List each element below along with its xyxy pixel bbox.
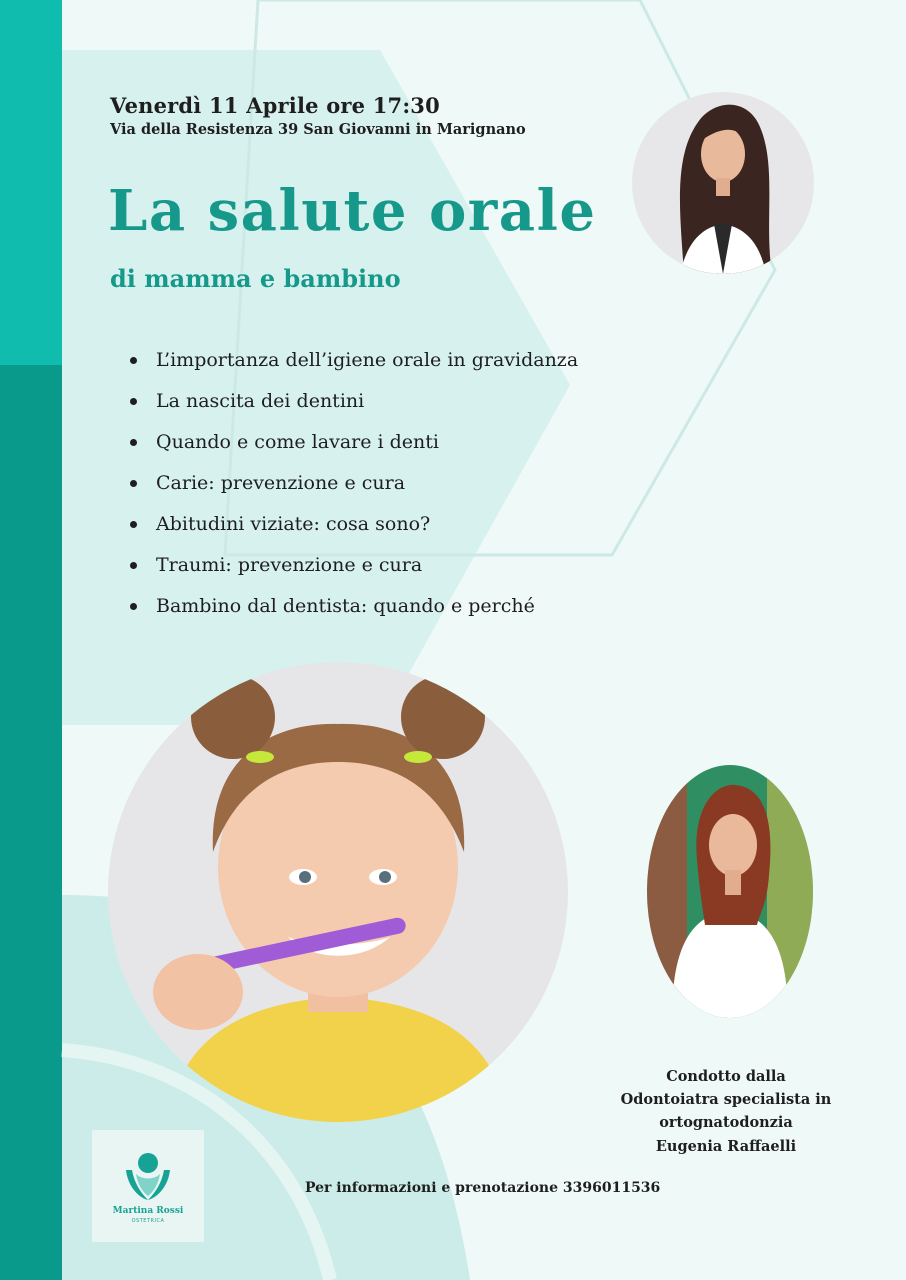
- logo-role: OSTETRICA: [131, 1218, 165, 1224]
- logo-name: Martina Rossi: [112, 1206, 184, 1216]
- topic-item: La nascita dei dentini: [130, 387, 578, 428]
- credits-name: Eugenia Raffaelli: [655, 1137, 797, 1155]
- topic-item: Abitudini viziate: cosa sono?: [130, 510, 578, 551]
- page-title: La salute orale: [108, 178, 597, 244]
- page-subtitle: di mamma e bambino: [110, 264, 401, 293]
- topic-item: Bambino dal dentista: quando e perché: [130, 592, 578, 633]
- event-address: Via della Resistenza 39 San Giovanni in Marignano: [110, 121, 526, 138]
- logo: [92, 1130, 204, 1242]
- contact-info: Per informazioni e prenotazione 3396011536: [305, 1180, 661, 1196]
- credits-role: Odontoiatra specialista in ortognatodonzia: [620, 1091, 832, 1132]
- topic-item: Traumi: prevenzione e cura: [130, 551, 578, 592]
- speaker-credits: [574, 1065, 878, 1158]
- child-brushing-teeth-photo: [108, 662, 568, 1122]
- midwife-logo-icon: [92, 1130, 204, 1210]
- event-date-time: Venerdì 11 Aprile ore 17:30: [110, 93, 440, 118]
- topics-list: [130, 346, 578, 633]
- credits-intro: Condotto dalla: [666, 1068, 786, 1085]
- topic-item: Carie: prevenzione e cura: [130, 469, 578, 510]
- speaker-portrait-top: [632, 92, 814, 274]
- topic-item: L’importanza dell’igiene orale in gravidanza: [130, 346, 578, 387]
- topic-item: Quando e come lavare i denti: [130, 428, 578, 469]
- speaker-portrait-bottom: [647, 765, 813, 1018]
